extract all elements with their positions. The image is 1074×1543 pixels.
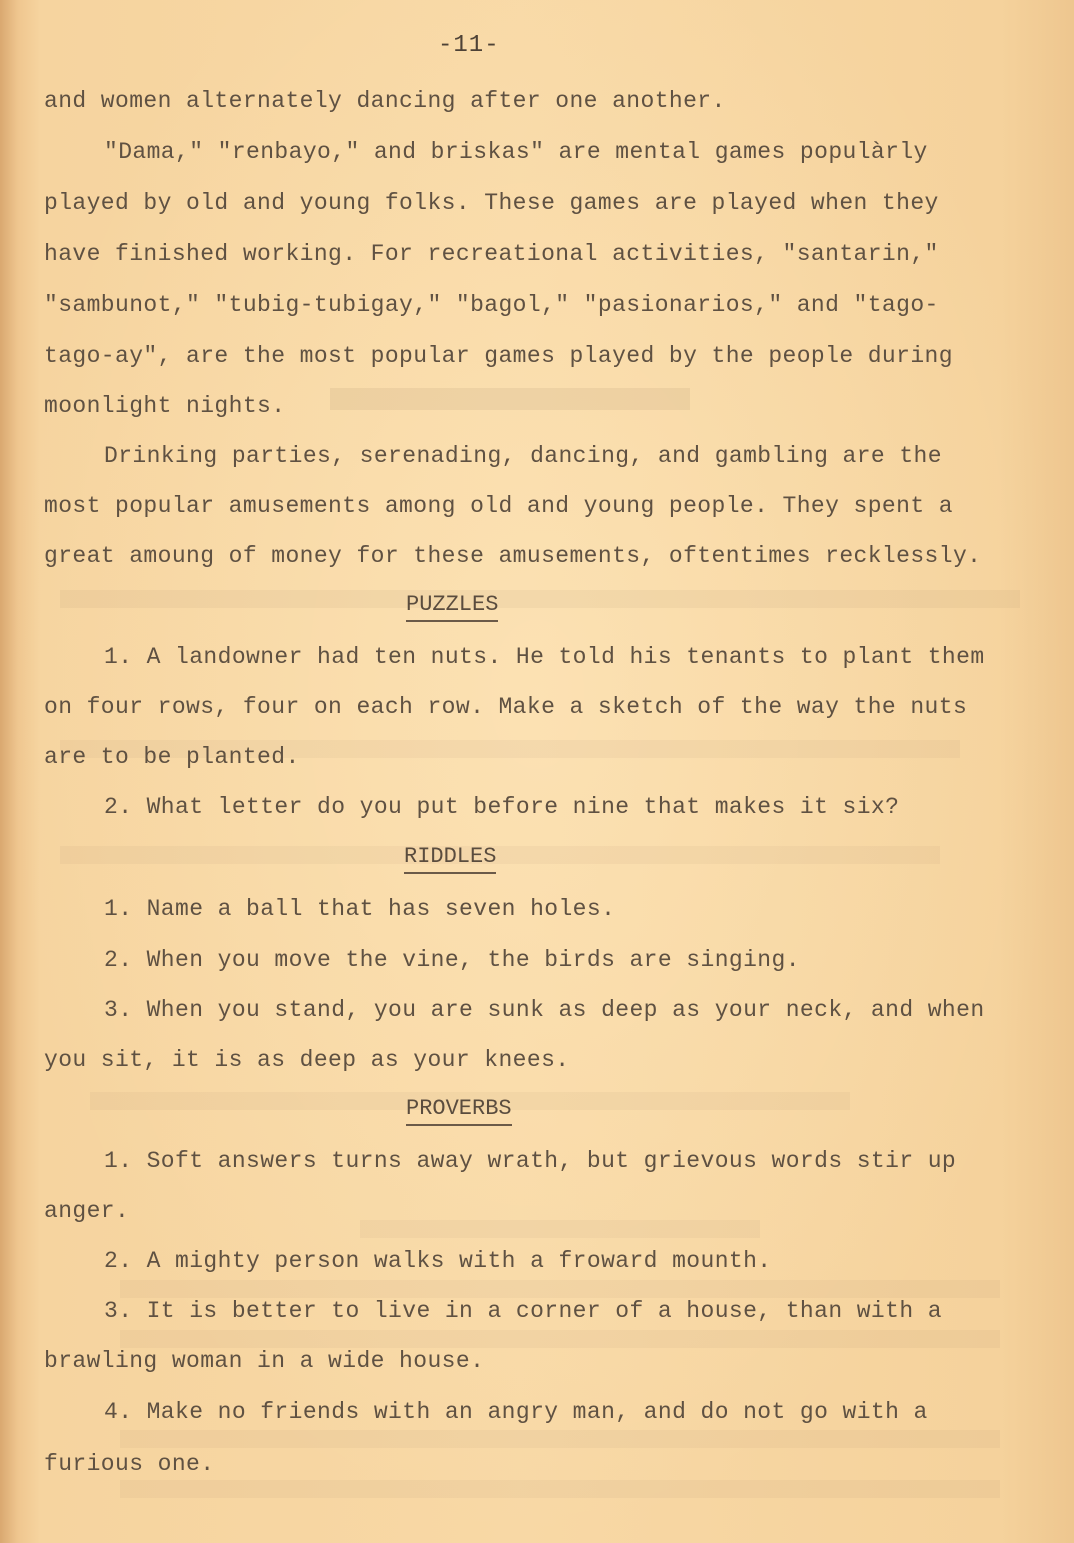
proverb-line: 3. It is better to live in a corner of a house, than with a xyxy=(104,1298,942,1324)
section-heading-puzzles: PUZZLES xyxy=(406,590,498,622)
body-line: Drinking parties, serenading, dancing, and gambling are the xyxy=(104,443,942,469)
section-heading-proverbs: PROVERBS xyxy=(406,1094,512,1126)
body-line: "sambunot," "tubig-tubigay," "bagol," "pasionarios," and "tago- xyxy=(44,292,939,318)
body-line: tago-ay", are the most popular games played by the people during xyxy=(44,343,953,369)
riddle-line: 2. When you move the vine, the birds are singing. xyxy=(104,947,800,973)
body-line: great amoung of money for these amusements, oftentimes recklessly. xyxy=(44,543,982,569)
body-line: played by old and young folks. These games are played when they xyxy=(44,190,939,216)
puzzle-line: 1. A landowner had ten nuts. He told his tenants to plant them xyxy=(104,644,985,670)
riddle-line: you sit, it is as deep as your knees. xyxy=(44,1047,570,1073)
puzzle-line: on four rows, four on each row. Make a sketch of the way the nuts xyxy=(44,694,968,720)
bleed-through-shadow xyxy=(120,1430,1000,1448)
body-line: have finished working. For recreational activities, "santarin," xyxy=(44,241,939,267)
bleed-through-shadow xyxy=(330,388,690,410)
bleed-through-shadow xyxy=(60,590,1020,608)
body-line: moonlight nights. xyxy=(44,393,286,419)
body-line: and women alternately dancing after one another. xyxy=(44,88,726,114)
body-line: "Dama," "renbayo," and briskas" are mental games populàrly xyxy=(104,139,928,165)
bleed-through-shadow xyxy=(360,1220,760,1238)
proverb-line: brawling woman in a wide house. xyxy=(44,1348,485,1374)
riddle-line: 1. Name a ball that has seven holes. xyxy=(104,896,616,922)
proverb-line: 1. Soft answers turns away wrath, but grievous words stir up xyxy=(104,1148,957,1174)
proverb-line: anger. xyxy=(44,1198,130,1224)
bleed-through-shadow xyxy=(120,1480,1000,1498)
bleed-through-shadow xyxy=(60,846,940,864)
page-number: -11- xyxy=(438,32,500,59)
puzzle-line: are to be planted. xyxy=(44,744,300,770)
section-heading-riddles: RIDDLES xyxy=(404,842,496,874)
proverb-line: furious one. xyxy=(44,1451,215,1477)
proverb-line: 2. A mighty person walks with a froward mounth. xyxy=(104,1248,772,1274)
puzzle-line: 2. What letter do you put before nine that makes it six? xyxy=(104,794,900,820)
riddle-line: 3. When you stand, you are sunk as deep as your neck, and when xyxy=(104,997,985,1023)
body-line: most popular amusements among old and young people. They spent a xyxy=(44,493,953,519)
proverb-line: 4. Make no friends with an angry man, and do not go with a xyxy=(104,1399,928,1425)
